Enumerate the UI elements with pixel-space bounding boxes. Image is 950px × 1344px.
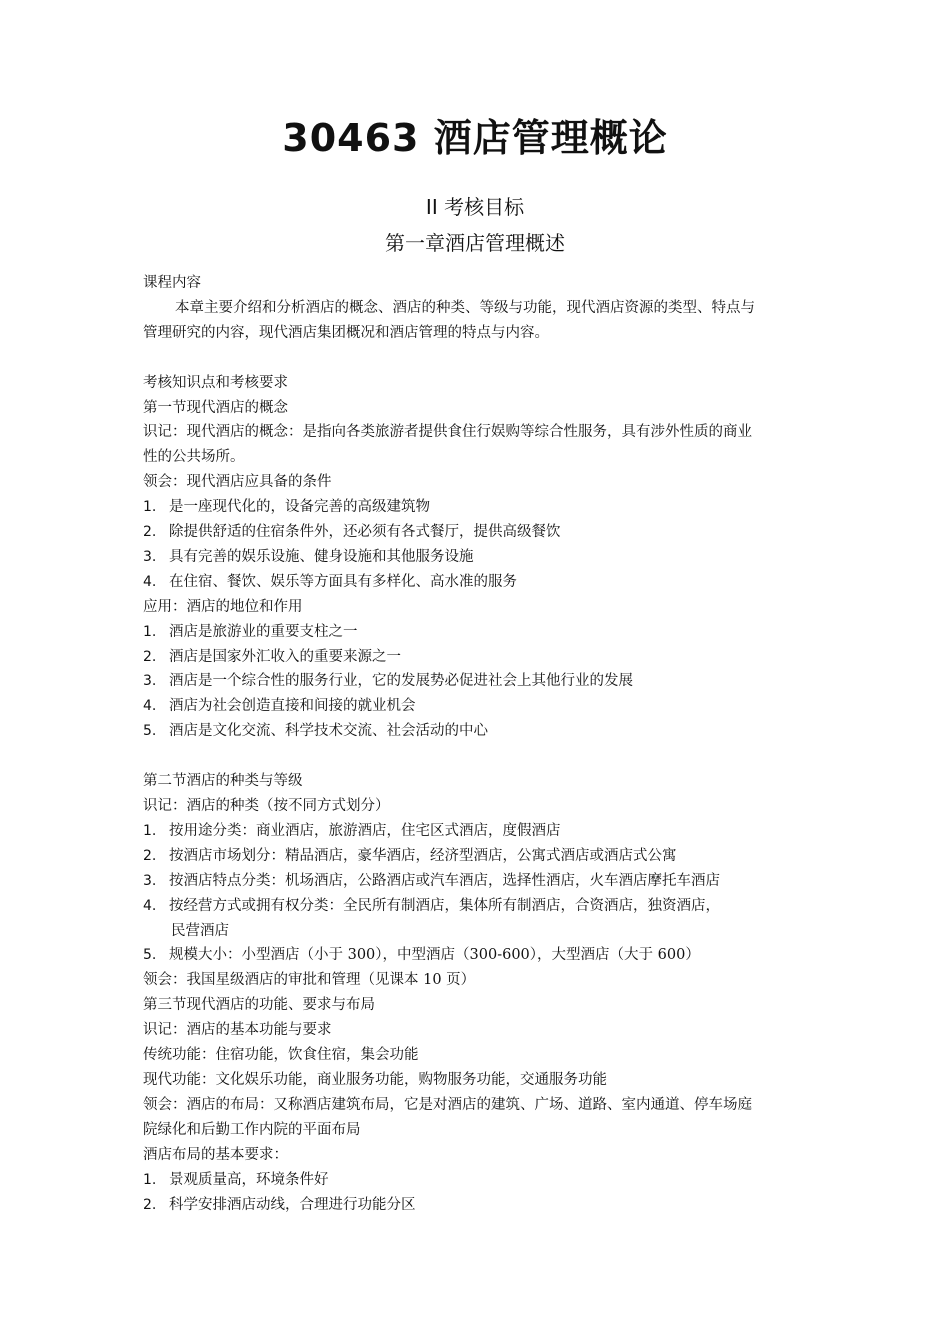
document-body — [143, 271, 818, 1217]
list-text: 酒店是国家外汇收入的重要来源之一 — [169, 648, 401, 665]
list-item — [143, 520, 818, 545]
blank-line — [143, 346, 818, 371]
section-3-memorize: 识记：酒店的基本功能与要求 — [143, 1022, 332, 1039]
list-item — [143, 694, 818, 719]
layout-definition-line: 院绿化和后勤工作内院的平面布局 — [143, 1121, 361, 1138]
list-item — [143, 620, 818, 645]
list-number: 3. — [143, 872, 157, 889]
section-1-comprehend: 领会：现代酒店应具备的条件 — [143, 474, 332, 491]
list-text: 景观质量高，环境条件好 — [169, 1171, 329, 1188]
list-text: 科学安排酒店动线，合理进行功能分区 — [169, 1196, 416, 1213]
section-3-heading: 第三节现代酒店的功能、要求与布局 — [143, 997, 375, 1014]
list-text: 酒店是文化交流、科学技术交流、社会活动的中心 — [169, 723, 488, 740]
section-1-apply: 应用：酒店的地位和作用 — [143, 598, 303, 615]
course-content-heading: 课程内容 — [143, 275, 201, 291]
list-text: 酒店是旅游业的重要支柱之一 — [169, 623, 358, 640]
list-number: 4. — [143, 698, 157, 715]
list-item — [143, 869, 818, 894]
document-subtitle: II 考核目标 — [425, 195, 525, 219]
traditional-functions: 传统功能：住宿功能，饮食住宿，集会功能 — [143, 1047, 419, 1064]
section-1-memorize-line: 识记：现代酒店的概念：是指向各类旅游者提供食住行娱购等综合性服务，具有涉外性质的商业 — [143, 424, 752, 441]
list-text: 酒店是一个综合性的服务行业，它的发展势必促进社会上其他行业的发展 — [169, 673, 633, 690]
list-item — [143, 1193, 818, 1218]
list-item — [143, 819, 818, 844]
list-item — [143, 844, 818, 869]
requirements-heading: 考核知识点和考核要求 — [143, 374, 288, 391]
section-1-memorize-line: 性的公共场所。 — [143, 449, 245, 466]
list-text: 酒店为社会创造直接和间接的就业机会 — [169, 698, 416, 715]
list-item-continuation: 民营酒店 — [171, 922, 229, 939]
list-text: 规模大小：小型酒店（小于 300），中型酒店（300-600），大型酒店（大于 600） — [169, 947, 700, 964]
list-text: 除提供舒适的住宿条件外，还必须有各式餐厅，提供高级餐饮 — [169, 524, 561, 541]
list-number: 4. — [143, 897, 157, 914]
list-number: 5. — [143, 947, 157, 964]
list-item — [143, 1168, 818, 1193]
section-2-memorize: 识记：酒店的种类（按不同方式划分） — [143, 798, 390, 814]
list-number: 5. — [143, 723, 157, 740]
list-text: 按酒店市场划分：精品酒店，豪华酒店，经济型酒店，公寓式酒店或酒店式公寓 — [169, 847, 677, 864]
list-number: 3. — [143, 673, 157, 690]
list-number: 2. — [143, 524, 157, 541]
list-text: 具有完善的娱乐设施、健身设施和其他服务设施 — [169, 548, 474, 565]
list-number: 1. — [143, 499, 157, 516]
list-number: 2. — [143, 648, 157, 665]
list-text: 在住宿、餐饮、娱乐等方面具有多样化、高水准的服务 — [169, 573, 517, 590]
section-2-comprehend: 领会：我国星级酒店的审批和管理（见课本 10 页） — [143, 972, 476, 989]
list-item — [143, 570, 818, 595]
list-item — [143, 645, 818, 670]
course-content-paragraph-line: 管理研究的内容，现代酒店集团概况和酒店管理的特点与内容。 — [143, 324, 549, 341]
list-number: 3. — [143, 548, 157, 565]
list-item — [143, 719, 818, 744]
list-number: 1. — [143, 1171, 157, 1188]
list-number: 1. — [143, 822, 157, 839]
list-item — [143, 894, 818, 919]
document-title: 30463 酒店管理概论 — [282, 116, 668, 160]
list-number: 2. — [143, 1196, 157, 1213]
section-1-heading: 第一节现代酒店的概念 — [143, 399, 288, 416]
modern-functions: 现代功能：文化娱乐功能，商业服务功能，购物服务功能，交通服务功能 — [143, 1071, 607, 1088]
list-text: 按酒店特点分类：机场酒店，公路酒店或汽车酒店，选择性酒店，火车酒店摩托车酒店 — [169, 872, 720, 889]
list-number: 1. — [143, 623, 157, 640]
course-content-paragraph-line: 本章主要介绍和分析酒店的概念、酒店的种类、等级与功能，现代酒店资源的类型、特点与 — [175, 299, 755, 316]
layout-definition-line: 领会：酒店的布局：又称酒店建筑布局，它是对酒店的建筑、广场、道路、室内通道、停车场庭 — [143, 1096, 752, 1113]
list-text: 按用途分类：商业酒店，旅游酒店，住宅区式酒店，度假酒店 — [169, 822, 561, 839]
chapter-title: 第一章酒店管理概述 — [385, 231, 565, 255]
list-text: 按经营方式或拥有权分类：全民所有制酒店，集体所有制酒店，合资酒店，独资酒店， — [169, 897, 720, 914]
blank-line — [143, 744, 818, 769]
list-text: 是一座现代化的，设备完善的高级建筑物 — [169, 499, 430, 516]
list-item — [143, 495, 818, 520]
list-item — [143, 669, 818, 694]
list-item — [143, 545, 818, 570]
list-item — [143, 943, 818, 968]
list-number: 2. — [143, 847, 157, 864]
list-number: 4. — [143, 573, 157, 590]
layout-requirements-heading: 酒店布局的基本要求： — [143, 1146, 288, 1163]
section-2-heading: 第二节酒店的种类与等级 — [143, 773, 303, 790]
